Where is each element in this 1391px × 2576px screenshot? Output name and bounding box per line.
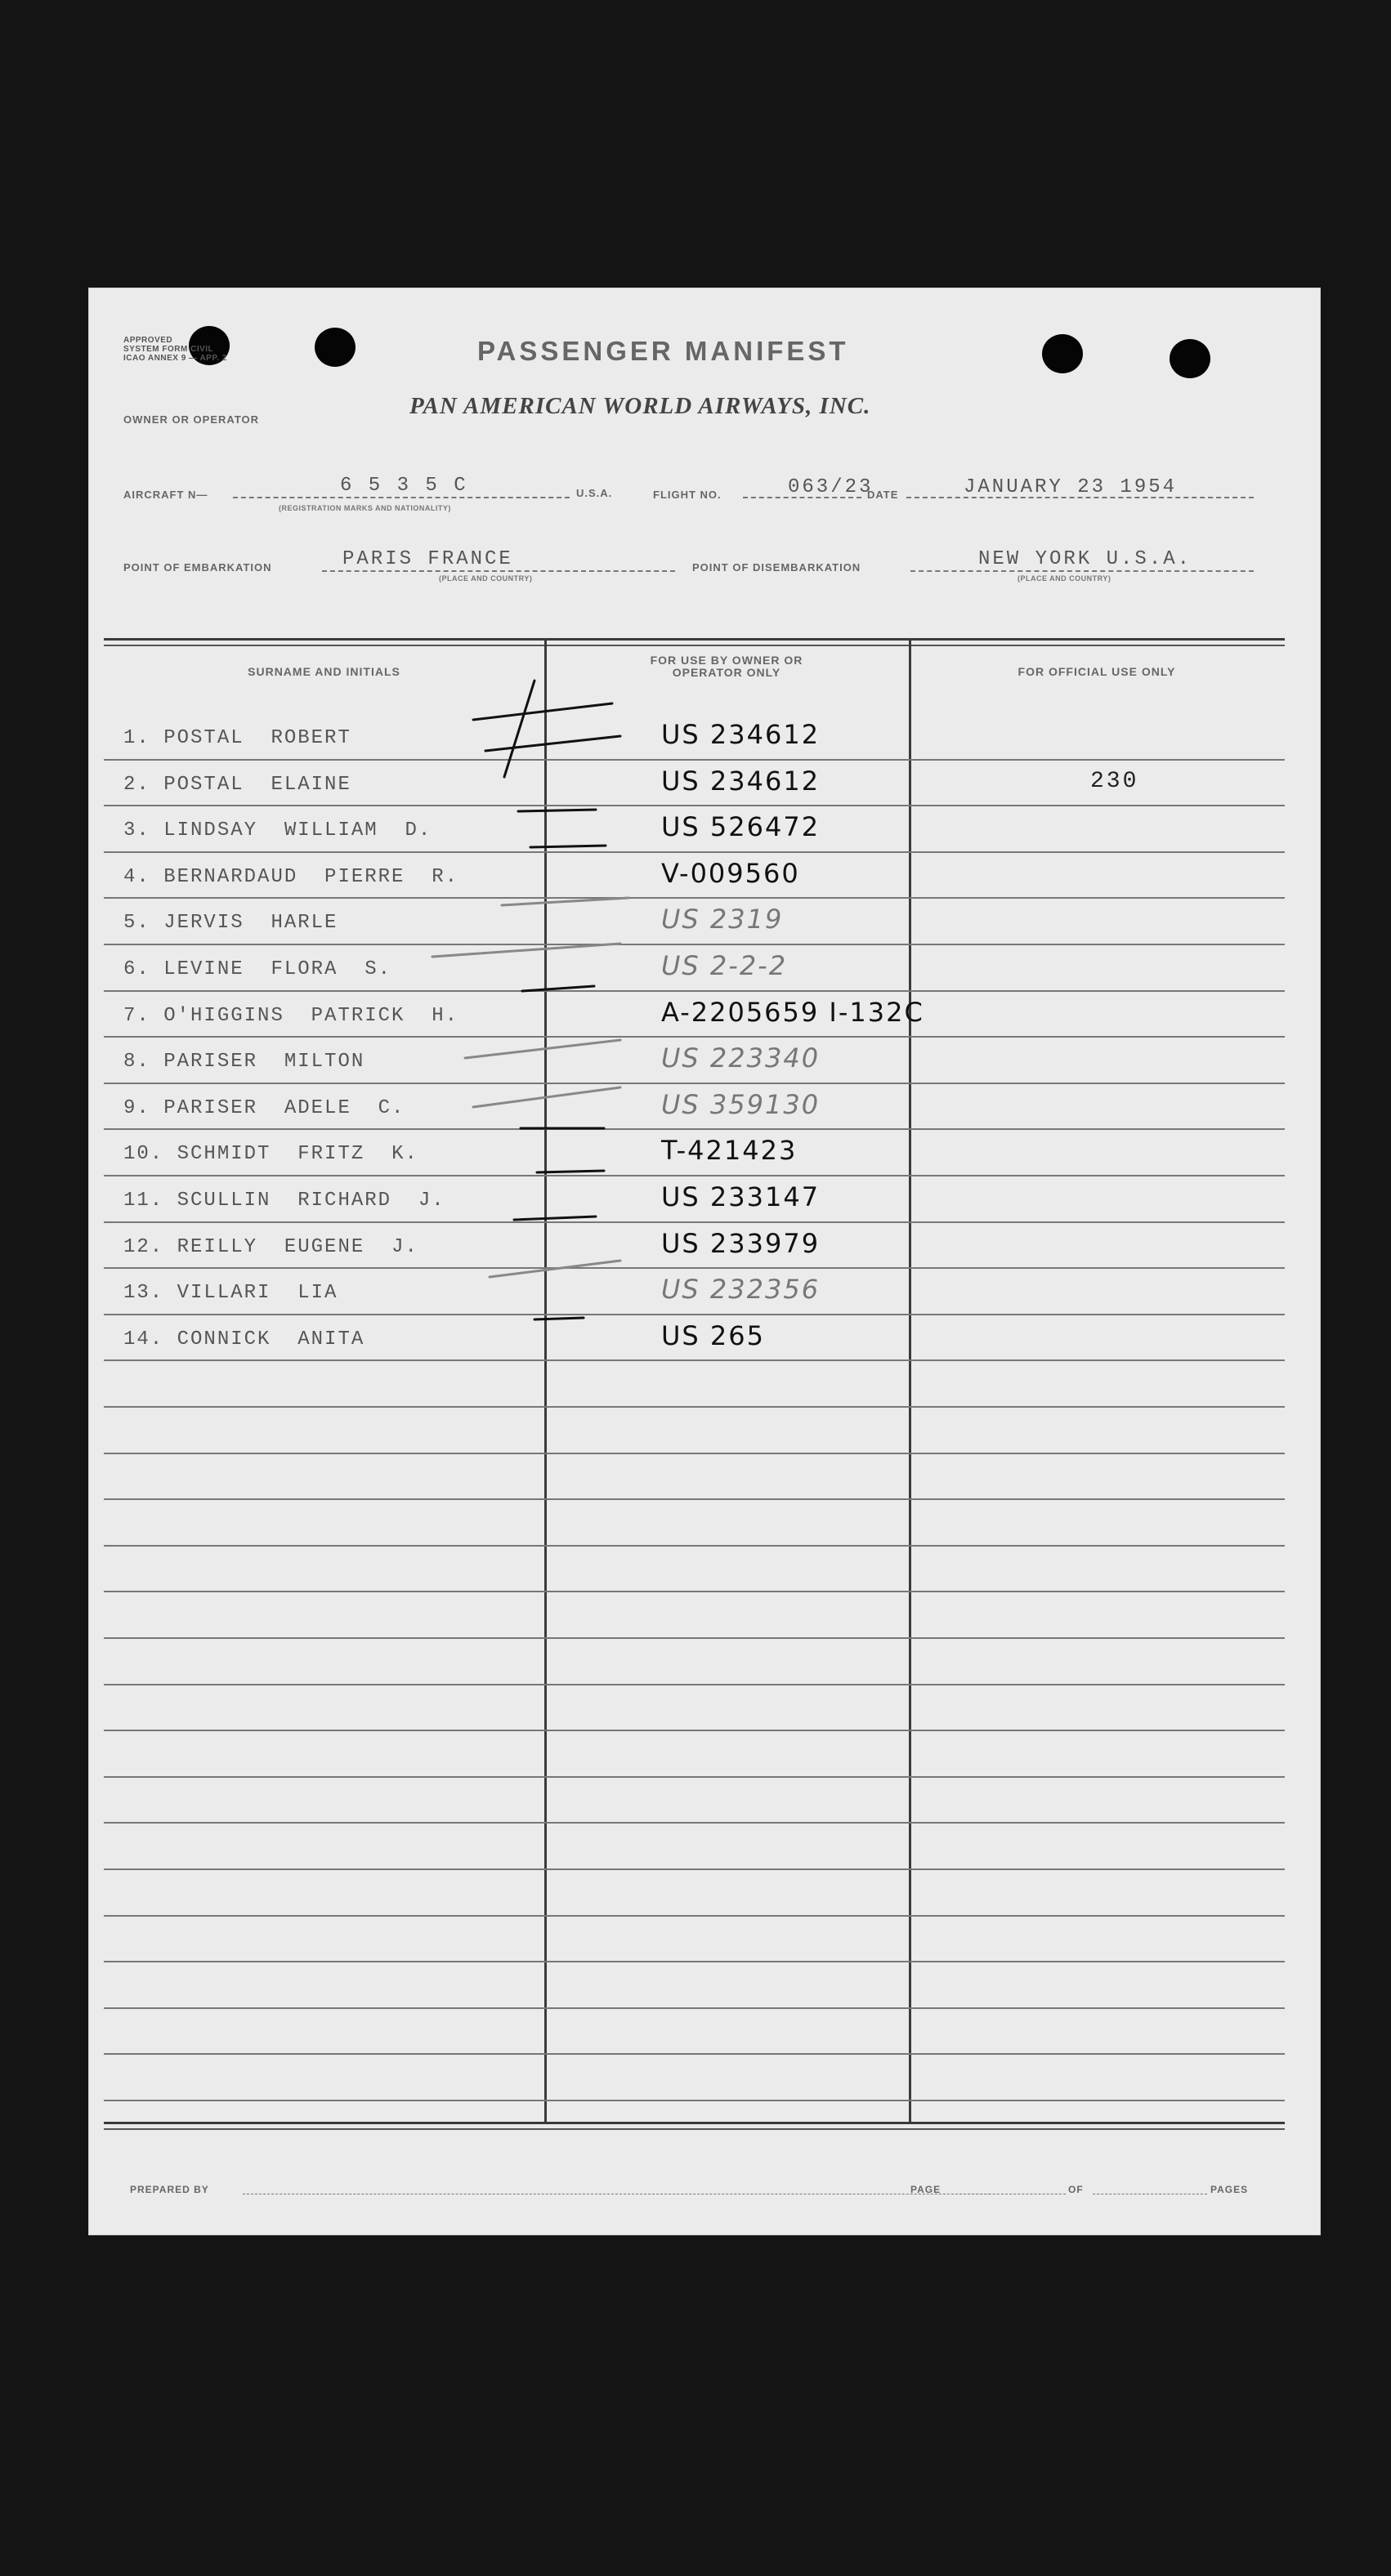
operator-note: T-421423	[661, 1135, 798, 1166]
surname-initials: BERNARDAUD PIERRE R.	[163, 866, 459, 888]
operator-note: US 2319	[661, 904, 784, 935]
row-number: 10.	[123, 1143, 164, 1165]
row-number: 8.	[123, 1051, 150, 1073]
usa-label: U.S.A.	[576, 487, 613, 499]
operator-note: US 232356	[661, 1274, 821, 1305]
row-number: 12.	[123, 1236, 164, 1258]
aircraft-label: AIRCRAFT N—	[123, 489, 208, 501]
approval-line: SYSTEM FORM CIVIL	[123, 345, 214, 354]
surname-initials: PARISER MILTON	[163, 1051, 365, 1073]
row-number: 2.	[123, 774, 150, 796]
operator-note: US 234612	[661, 766, 821, 797]
operator-note: US 233979	[661, 1228, 821, 1259]
form-title: PASSENGER MANIFEST	[477, 336, 849, 366]
operator-note: US 223340	[661, 1042, 821, 1074]
row-number: 13.	[123, 1282, 164, 1304]
prepared-by-label: PREPARED BY	[130, 2184, 209, 2195]
surname-initials: POSTAL ELAINE	[163, 774, 351, 796]
row-number: 1.	[123, 727, 150, 749]
registration-caption: (REGISTRATION MARKS AND NATIONALITY)	[279, 504, 451, 512]
page-label: PAGE	[910, 2184, 941, 2195]
approval-line: ICAO ANNEX 9 — APP. 2	[123, 354, 227, 363]
row-number: 11.	[123, 1190, 164, 1212]
official-column-header: FOR OFFICIAL USE ONLY	[1018, 665, 1176, 678]
row-number: 14.	[123, 1328, 164, 1351]
handwritten-strokes	[89, 288, 1320, 2234]
surname-initials: CONNICK ANITA	[177, 1328, 365, 1351]
owner-label: OWNER OR OPERATOR	[123, 413, 260, 426]
date-label: DATE	[867, 489, 899, 501]
disembarkation-caption: (PLACE AND COUNTRY)	[1018, 574, 1111, 583]
date-value: JANUARY 23 1954	[964, 476, 1178, 498]
row-number: 9.	[123, 1097, 150, 1119]
airline-name: PAN AMERICAN WORLD AIRWAYS, INC.	[409, 393, 871, 419]
surname-initials: PARISER ADELE C.	[163, 1097, 405, 1119]
surname-initials: O'HIGGINS PATRICK H.	[163, 1005, 459, 1027]
row-number: 7.	[123, 1005, 150, 1027]
approval-line: APPROVED	[123, 336, 173, 345]
flight-value: 063/23	[788, 476, 874, 498]
operator-note: US 233147	[661, 1181, 821, 1212]
surname-initials: LEVINE FLORA S.	[163, 958, 392, 980]
operator-note: US 234612	[661, 719, 821, 750]
operator-note: V-009560	[661, 858, 800, 889]
surname-initials: LINDSAY WILLIAM D.	[163, 819, 432, 842]
row-number: 3.	[123, 819, 150, 842]
embarkation-label: POINT OF EMBARKATION	[123, 561, 272, 574]
row-number: 4.	[123, 866, 150, 888]
surname-initials: POSTAL ROBERT	[163, 727, 351, 749]
operator-note: A-2205659 I-132C	[661, 997, 924, 1028]
surname-initials: JERVIS HARLE	[163, 912, 338, 934]
surname-initials: SCHMIDT FRITZ K.	[177, 1143, 418, 1165]
surname-initials: VILLARI LIA	[177, 1282, 338, 1304]
surname-initials: SCULLIN RICHARD J.	[177, 1190, 445, 1212]
operator-note: US 265	[661, 1320, 765, 1351]
of-label: OF	[1068, 2184, 1084, 2195]
disembarkation-label: POINT OF DISEMBARKATION	[692, 561, 861, 574]
manifest-form	[88, 288, 1321, 2235]
row-number: 5.	[123, 912, 150, 934]
name-column-header: SURNAME AND INITIALS	[248, 665, 400, 678]
embarkation-caption: (PLACE AND COUNTRY)	[439, 574, 533, 583]
disembarkation-value: NEW YORK U.S.A.	[978, 548, 1192, 570]
operator-note: US 526472	[661, 811, 821, 842]
official-use-value: 230	[1090, 769, 1139, 794]
flight-label: FLIGHT NO.	[653, 489, 722, 501]
pages-label: PAGES	[1210, 2184, 1249, 2195]
operator-column-header: FOR USE BY OWNER OR OPERATOR ONLY	[650, 654, 803, 679]
operator-note: US 2-2-2	[661, 950, 788, 981]
aircraft-value: 6 5 3 5 C	[340, 475, 468, 497]
surname-initials: REILLY EUGENE J.	[177, 1236, 418, 1258]
row-number: 6.	[123, 958, 150, 980]
operator-note: US 359130	[661, 1089, 821, 1120]
embarkation-value: PARIS FRANCE	[342, 548, 513, 570]
